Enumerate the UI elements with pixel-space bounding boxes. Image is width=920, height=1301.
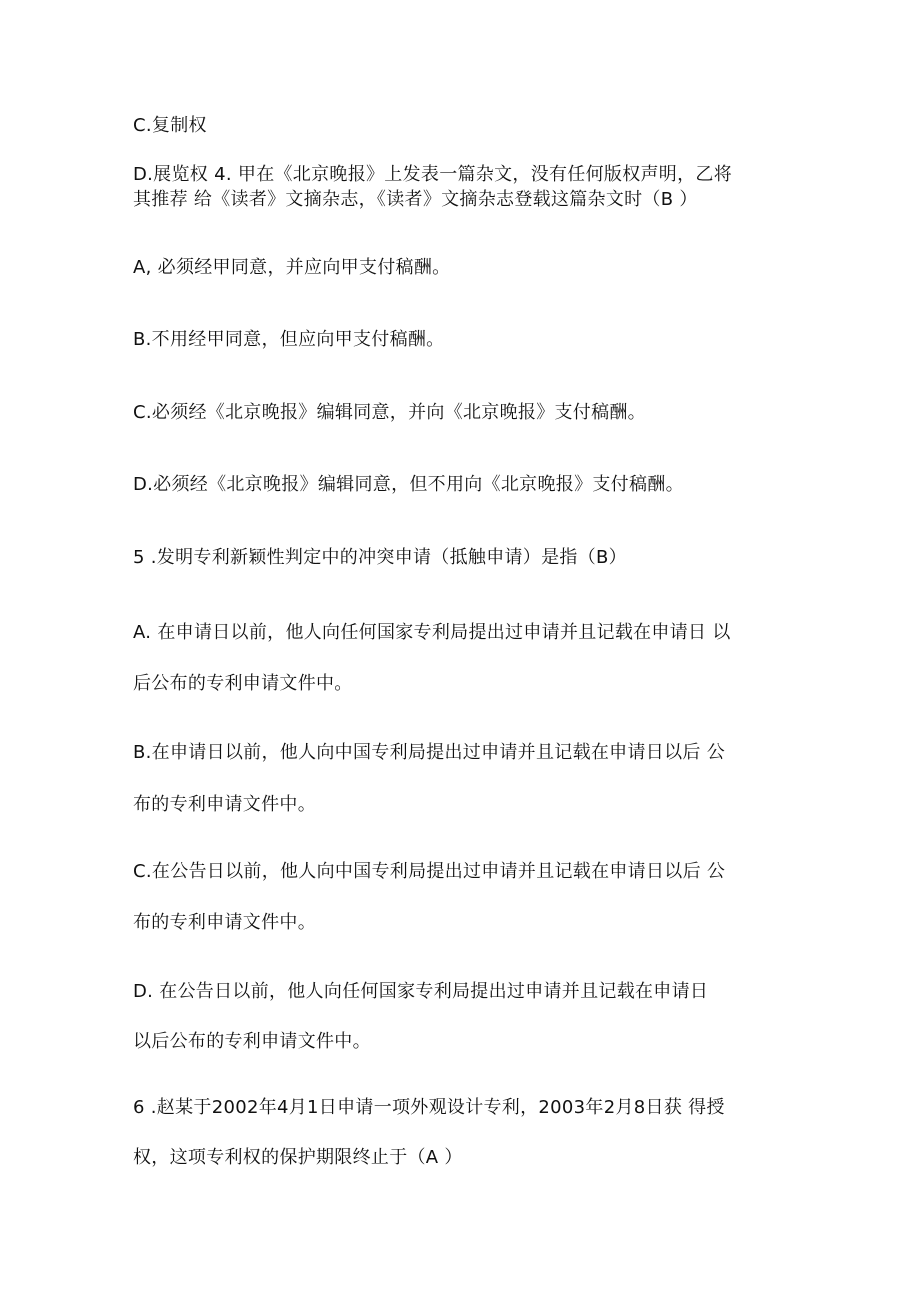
- question-6-line-2: 权，这项专利权的保护期限终止于（A ）: [133, 1147, 463, 1168]
- option-c-copy-right: C.复制权: [133, 115, 207, 136]
- question-5: 5 .发明专利新颖性判定中的冲突申请（抵触申请）是指（B）: [133, 547, 627, 568]
- q4-option-b: B.不用经甲同意，但应向甲支付稿酬。: [133, 329, 445, 350]
- q5-option-a-line-2: 后公布的专利申请文件中。: [133, 673, 353, 694]
- q5-option-b-line-2: 布的专利申请文件中。: [133, 794, 316, 815]
- q5-option-d-line-2: 以后公布的专利申请文件中。: [133, 1031, 371, 1052]
- q5-option-b-line-1: B.在申请日以前，他人向中国专利局提出过申请并且记载在申请日以后 公: [133, 742, 725, 763]
- q5-option-d-line-1: D. 在公告日以前，他人向任何国家专利局提出过申请并且记载在申请日: [133, 981, 709, 1002]
- q4-option-d: D.必须经《北京晚报》编辑同意，但不用向《北京晚报》支付稿酬。: [133, 474, 684, 495]
- question-6-line-1: 6 .赵某于2002年4月1日申请一项外观设计专利，2003年2月8日获 得授: [133, 1097, 725, 1118]
- question-4-line-1: D.展览权 4. 甲在《北京晚报》上发表一篇杂文，没有任何版权声明，乙将: [133, 164, 732, 185]
- q4-option-a: A, 必须经甲同意，并应向甲支付稿酬。: [133, 257, 451, 278]
- question-4-line-2: 其推荐 给《读者》文摘杂志，《读者》文摘杂志登载这篇杂文时（B ）: [133, 189, 698, 210]
- q5-option-c-line-2: 布的专利申请文件中。: [133, 912, 316, 933]
- q5-option-c-line-1: C.在公告日以前，他人向中国专利局提出过申请并且记载在申请日以后 公: [133, 861, 726, 882]
- q4-option-c: C.必须经《北京晚报》编辑同意，并向《北京晚报》支付稿酬。: [133, 402, 646, 423]
- q5-option-a-line-1: A. 在申请日以前，他人向任何国家专利局提出过申请并且记载在申请日 以: [133, 622, 731, 643]
